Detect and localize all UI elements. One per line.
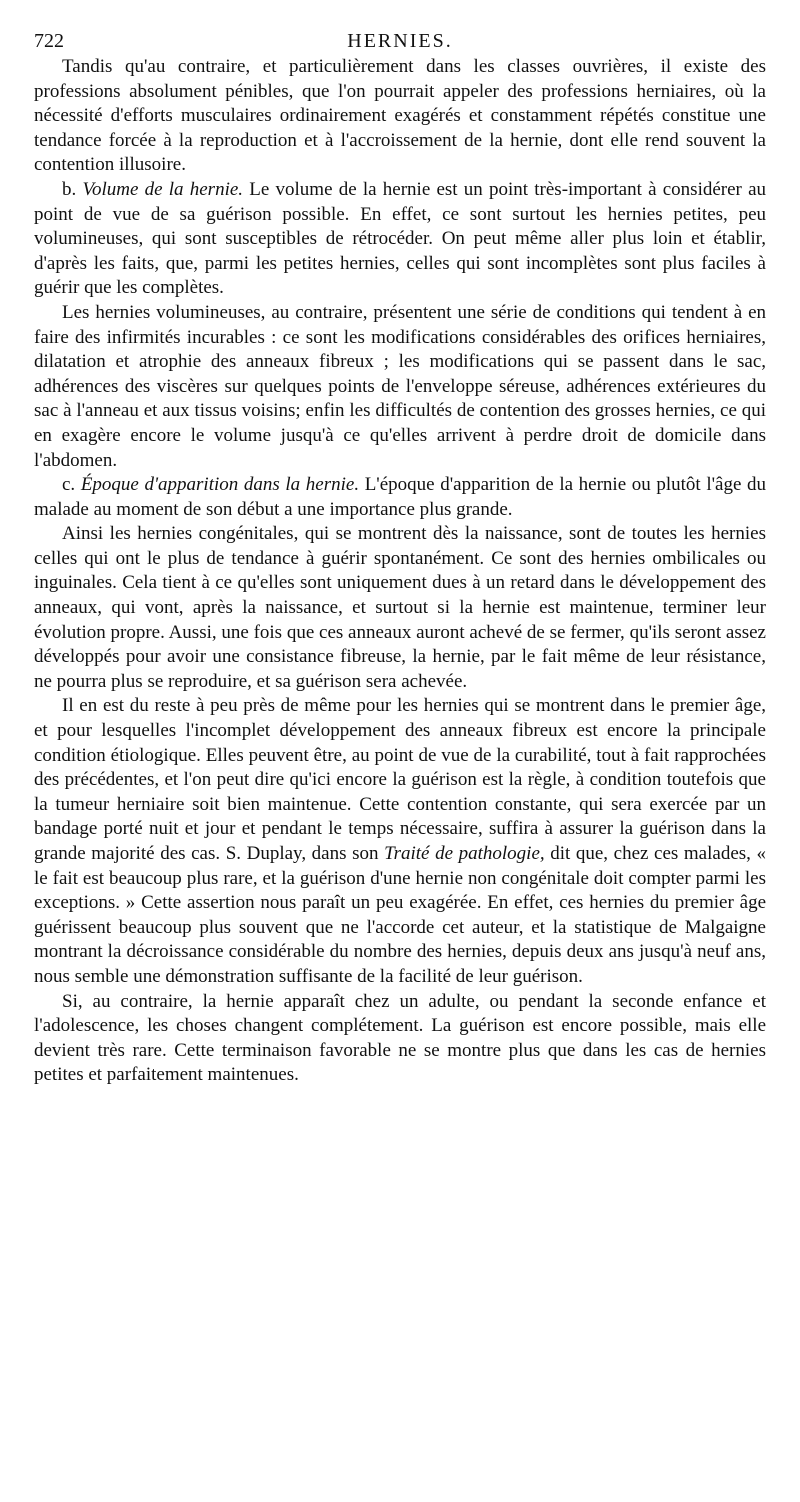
- paragraph-adulte: [34, 990, 766, 1088]
- paragraph-text: Ainsi les hernies congénitales, qui se montrent dès la naissance, sont de toutes les hernies celles qui ont le plus de tendance à guérir spontanément. Ce sont des hernies ombilicales ou inguinales. Cela tient à ce qu'elles sont uniquement dues à un retard dans le développement des anneaux, qui vont, après la naissance, et surtout si la hernie est maintenue, terminer leur évolution propre. Aussi, une fois que ces anneaux auront achevé de se fermer, qu'ils seront assez développés pour avoir une consistance fibreuse, la hernie, par le fait même de leur résistance, ne pourra plus se reproduire, et sa guérison sera achevée.: [34, 523, 766, 692]
- paragraph-text: Les hernies volumineuses, au contraire, présentent une série de conditions qui tendent à en faire des infirmités incurables : ce sont les modifications considérables des orifices herniaires, dilatation et atrophie des anneaux fibreux ; les modifications qui se passent dans le sac, adhérences des viscères sur quelques points de l'enveloppe séreuse, adhérences extérieures du sac à l'anneau et aux tissus voisins; enfin les difficultés de contention des grosses hernies, ce qui en exagère encore le volume jusqu'à ce qu'elles arrivent à perdre droit de domicile dans l'abdomen.: [34, 301, 766, 471]
- paragraph-text: L'époque d'apparition de la hernie ou plutôt l'âge du malade au moment de son début a une importance plus grande.: [34, 474, 767, 520]
- body-text: [34, 55, 766, 1088]
- paragraph-volume: [34, 178, 766, 301]
- paragraph-text: Tandis qu'au contraire, et particulièrement dans les classes ouvrières, il existe des professions absolument pénibles, que l'on pourrait appeler des professions herniaires, où la nécessité d'efforts musculaires ordinairement exagérés et constamment répétés constitue une tendance forcée à la reproduction et à l'accroissement de la hernie, dont elle rend souvent la contention illusoire.: [34, 56, 766, 176]
- book-page: [34, 30, 766, 1088]
- running-head: HERNIES.: [347, 30, 453, 52]
- section-label: c.: [62, 474, 76, 496]
- section-heading: Volume de la hernie.: [82, 178, 244, 200]
- paragraph-text: Il en est du reste à peu près de même pour les hernies qui se montrent dans le premier âge, et pour lesquelles l'incomplet développement des anneaux fibreux est encore la principale condition étiologique. Elles peuvent être, au point de vue de la curabilité, tout à fait rapprochées des précédentes, et l'on peut dire qu'ici encore la guérison est la règle, à condition toutefois que la tumeur herniaire soit bien maintenue. Cette contention constante, qui sera exercée par un bandage porté nuit et jour et pendant le temps nécessaire, suffira à assurer la guérison dans la grande majorité des cas. S. Duplay, dans son: [34, 695, 766, 864]
- book-title: Traité de pathologie,: [384, 843, 545, 864]
- paragraph-text: Le volume de la hernie est un point très-important à considérer au point de vue de sa guérison possible. En effet, ce sont surtout les hernies petites, peu volumineuses, qui sont susceptibles de rétrocéder. On peut même aller plus loin et établir, d'après les faits, que, parmi les petites hernies, celles qui sont incomplètes sont plus faciles à guérir que les complètes.: [34, 178, 767, 299]
- paragraph-epoque: [34, 473, 766, 522]
- page-header: [34, 30, 766, 52]
- section-label: b.: [62, 178, 77, 200]
- paragraph-text: dit que, chez ces malades, « le fait est beaucoup plus rare, et la guérison d'une hernie non congénitale doit compter parmi les exceptions. » Cette assertion nous paraît un peu exagérée. En effet, ces hernies du premier âge guérissent beaucoup plus souvent que ne l'accorde cet auteur, et la statistique de Malgaigne montrant la décroissance considérable du nombre des hernies, depuis deux ans jusqu'à neuf ans, nous semble une démonstration suffisante de la facilité de leur guérison.: [34, 843, 766, 987]
- paragraph-volumineuses: [34, 301, 766, 473]
- paragraph-premier-age: [34, 694, 766, 989]
- paragraph-professions: [34, 55, 766, 178]
- paragraph-congenitales: [34, 522, 766, 694]
- section-heading: Époque d'apparition dans la hernie.: [80, 474, 360, 496]
- page-number: 722: [34, 30, 64, 52]
- paragraph-text: Si, au contraire, la hernie apparaît chez un adulte, ou pendant la seconde enfance et l'adolescence, les choses changent complétement. La guérison est encore possible, mais elle devient très rare. Cette terminaison favorable ne se montre plus que dans les cas de hernies petites et parfaitement maintenues.: [34, 990, 766, 1086]
